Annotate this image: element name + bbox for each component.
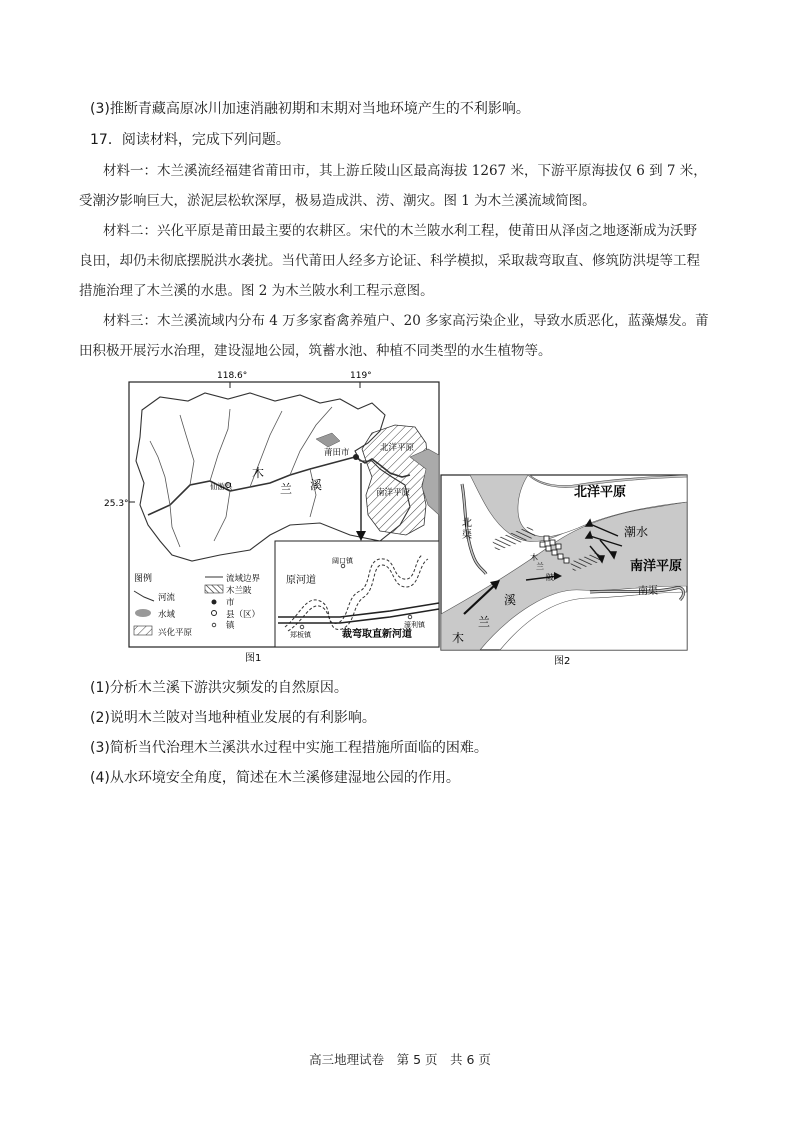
legend-town-label: 镇 [226, 621, 235, 631]
figure1-map [104, 365, 440, 665]
river-char-2: 兰 [280, 482, 293, 496]
material1-line1: 材料一：木兰溪流经福建省莆田市，其上游丘陵山区最高海拔 1267 米，下游平原海拔仅 6 到 7 米， [103, 163, 707, 179]
material1-cont [79, 186, 596, 216]
fig2-south-plain-label: 南洋平原 [630, 559, 683, 574]
question-3: (3)简析当代治理木兰溪洪水过程中实施工程措施所面临的困难。 [90, 740, 488, 756]
weir-label-char-1: 木 [530, 553, 538, 562]
legend-title: 图例 [134, 574, 153, 584]
legend-county-symbol [212, 611, 217, 616]
lat-25-3-label: 25.3° [104, 499, 129, 509]
figure2-caption: 图2 [554, 656, 571, 667]
fig2-river-char-1: 木 [452, 631, 465, 645]
material3-cont [79, 336, 552, 366]
question-4: (4)从水环境安全角度，简述在木兰溪修建湿地公园的作用。 [90, 770, 460, 786]
river-char-3: 溪 [310, 478, 323, 492]
lon-119-label: 119° [350, 371, 372, 381]
legend-weir-label: 木兰陂 [226, 586, 252, 596]
north-plain-label: 北洋平原 [380, 443, 415, 453]
question-1: (1)分析木兰溪下游洪灾频发的自然原因。 [90, 680, 348, 696]
fig2-river-char-3: 溪 [504, 593, 517, 607]
page-footer: 高三地理试卷 第 5 页 共 6 页 [309, 1052, 491, 1067]
figure1-caption: 图1 [245, 653, 262, 664]
material3-line2: 田积极开展污水治理，建设湿地公园，筑蓄水池、种植不同类型的水生植物等。 [79, 343, 552, 359]
fig2-north-plain-label: 北洋平原 [574, 485, 627, 500]
inset-old-channel-label: 原河道 [286, 575, 316, 586]
putian-city-label: 莆田市 [324, 448, 350, 458]
lon-118-6-label: 118.6° [217, 371, 248, 381]
material1 [103, 156, 707, 186]
inset-town3-marker [408, 615, 412, 619]
question-2: (2)说明木兰陂对当地种植业发展的有利影响。 [90, 710, 376, 726]
legend-town-symbol [212, 623, 216, 627]
legend-plain-label: 兴化平原 [158, 628, 193, 638]
south-canal-label: 南渠 [638, 586, 658, 597]
question16-item3: (3)推断青藏高原冰川加速消融初期和末期对当地环境产生的不利影响。 [90, 101, 530, 117]
figure2-diagram [440, 474, 688, 668]
legend-county-label: 县（区） [226, 610, 261, 620]
weir-label-char-3: 陂 [546, 573, 554, 582]
weir-label-char-2: 兰 [536, 562, 544, 571]
material1-line2: 受潮汐影响巨大，淤泥层松软深厚，极易造成洪、涝、潮灾。图 1 为木兰溪流域简图。 [79, 193, 596, 209]
legend-city-label: 市 [226, 598, 235, 608]
legend-river-label: 河流 [158, 593, 176, 603]
north-canal-label-1: 北 [462, 518, 472, 529]
inset-town1-label: 阔口镇 [332, 557, 353, 565]
material2-cont [79, 246, 700, 306]
inset-town3-label: 濠利镇 [404, 621, 425, 629]
material2-line3: 措施治理了木兰溪的水患。图 2 为木兰陂水利工程示意图。 [79, 283, 434, 299]
inset-town2-label: 郑板镇 [290, 631, 311, 639]
material3-line1: 材料三：木兰溪流域内分布 4 万多家畜禽养殖户、20 多家高污染企业，导致水质恶化，蓝藻爆发。莆 [103, 313, 709, 329]
question17-title: 17．阅读材料，完成下列问题。 [90, 132, 290, 148]
tide-label: 潮水 [624, 525, 649, 539]
inset-new-channel-label: 裁弯取直新河道 [342, 629, 412, 640]
fig2-river-char-2: 兰 [478, 615, 491, 629]
legend-plain-symbol [134, 626, 152, 635]
material2 [103, 216, 697, 246]
material3 [103, 306, 709, 336]
inset-town2-marker [300, 625, 304, 629]
xianyou-county-label: 仙游县 [210, 482, 233, 491]
legend-water-label: 水域 [158, 610, 176, 620]
xinghua-plain [362, 425, 428, 535]
legend-boundary-label: 流域边界 [226, 574, 261, 584]
putian-city-marker [353, 454, 359, 460]
legend-weir-symbol [205, 585, 223, 593]
river-char-1: 木 [252, 466, 265, 480]
material2-line2: 良田，却仍未彻底摆脱洪水袭扰。当代莆田人经多方论证、科学模拟，采取裁弯取直、修筑防洪堤等工程 [79, 253, 700, 269]
north-canal-label-2: 渠 [462, 530, 472, 541]
south-plain-label: 南洋平原 [376, 488, 411, 498]
legend-city-symbol [212, 600, 217, 605]
material2-line1: 材料二：兴化平原是莆田最主要的农耕区。宋代的木兰陂水利工程，使莆田从泽卤之地逐渐成为沃野 [103, 223, 697, 239]
legend-water-symbol [135, 609, 151, 617]
